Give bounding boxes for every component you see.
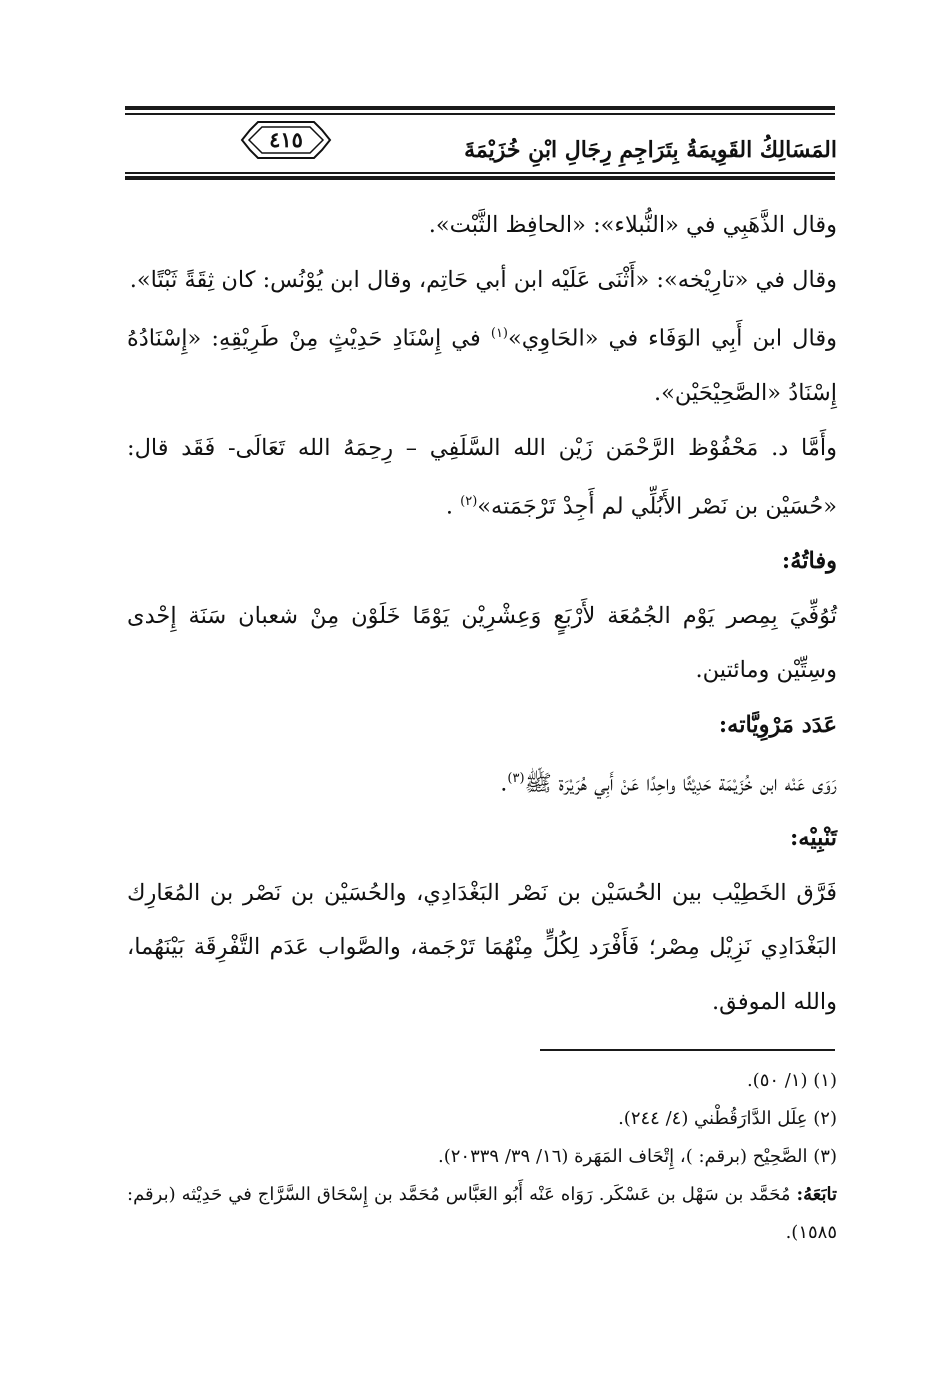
running-header-title: المَسَالِكُ القَوِيمَةُ بِتَرَاجِمِ رِجَالِ ابْنِ خُزَيْمَةَ: [464, 137, 837, 163]
page-number-badge: [238, 118, 334, 162]
heading-death: وفاتُهُ:: [781, 548, 837, 574]
footnote-label: تابَعَهُ:: [796, 1184, 837, 1205]
footnote-ref-1: (١): [490, 326, 508, 341]
paragraph-hawi-text-end: في إِسْنَادِ حَدِيْثٍ مِنْ طَرِيْقِهِ: «إِسْنَادُهُ إِسْنَادُ «الصَّحِيْحَيْن».: [127, 325, 837, 406]
paragraph-note: فَرَّق الخَطِيْب بين الحُسَيْن بن نَصْر البَغْدَادِي، والحُسَيْن بن نَصْر بن المُعَارِك البَغْدَادِي نَزِيْل مِصْر؛ فَأَفْرَد لِكُلٍّ مِنْهُمَا تَرْجَمة، والصَّواب عَدَم التَّفْرِقَة بَيْنَهُما، والله الموفق.: [127, 879, 837, 1015]
footnote-3-continuation: [127, 1176, 837, 1252]
footnote-2: (٢) عِلَل الدَّارَقُطْني (٤/ ٢٤٤).: [618, 1108, 837, 1129]
paragraph-narrations-text-end: .: [500, 770, 508, 797]
heading-note: تَنْبِيْه:: [790, 825, 837, 851]
footnote-3: (٣) الصَّحِيْح (برقم: )، إِتْحَاف المَهَرة (١٦/ ٣٩/ ٢٠٣٣٩).: [438, 1146, 837, 1167]
heading-narrations-count: عَدَد مَرْوِيَّاته:: [718, 711, 837, 738]
paragraph-dhahabi: وقال الذَّهَبِي في «النُّبلاء»: «الحافِظ الثَّبْت».: [428, 212, 837, 238]
main-text: [127, 198, 837, 1029]
paragraph-salafi: [127, 421, 837, 535]
footnote-ref-2: (٢): [460, 494, 478, 509]
paragraph-narrations: [127, 752, 837, 811]
paragraph-death: تُوُفِّيَ بِمِصر يَوْم الجُمُعَة لأَرْبَعٍ وَعِشْرِيْن يَوْمًا خَلَوْن مِنْ شعبان سَنَة إِحْدى وسِتِّيْن ومائتين.: [127, 602, 837, 683]
page-number: ٤١٥: [269, 127, 303, 152]
header-top-rule-thin: [125, 113, 835, 115]
paragraph-hawi: [127, 307, 837, 421]
paragraph-hawi-text: وقال ابن أَبِي الوَفَاء في «الحَاوِي»: [508, 325, 837, 352]
footnote-ref-3: (٣): [507, 771, 525, 786]
footnotes: [127, 1062, 837, 1252]
header-bottom-rule-thick: [125, 176, 835, 180]
paragraph-tarikh: وقال في «تارِيْخه»: «أَثْنَى عَلَيْه ابن أبي حَاتِم، وقال ابن يُوْنُس: كان ثِقَةً ثَبْتًا».: [129, 266, 837, 293]
header-top-rule: [125, 106, 835, 110]
header-bottom-rule: [125, 172, 835, 174]
footnote-separator: [540, 1049, 835, 1051]
footnote-3-continuation-text: مُحَمَّد بن سَهْل بن عَسْكَر. رَوَاه عَنْه أَبُو العَبَّاس مُحَمَّد بن إِسْحَاق السَّرَّاج في حَدِيْثه (برقم: ١٥٨٥).: [127, 1184, 837, 1243]
footnote-1: (١) (١/ ٥٠).: [746, 1070, 837, 1091]
paragraph-salafi-text: وأَمَّا د. مَحْفُوْظ الرَّحْمَن زَيْن الله السَّلَفِي – رِحِمَهُ الله تَعَالَى- فَقَد قال: «حُسَيْن بن نَصْر الأَبُلِّي لم أَجِدْ تَرْجَمَته»: [127, 434, 837, 520]
paragraph-salafi-text-end: .: [445, 493, 461, 520]
paragraph-narrations-text: رَوَى عَنْه ابن خُزَيْمَة حَدِيْثًا واحِدًا عَنْ أَبِي هُرَيْرَة ﷺ: [524, 770, 837, 797]
